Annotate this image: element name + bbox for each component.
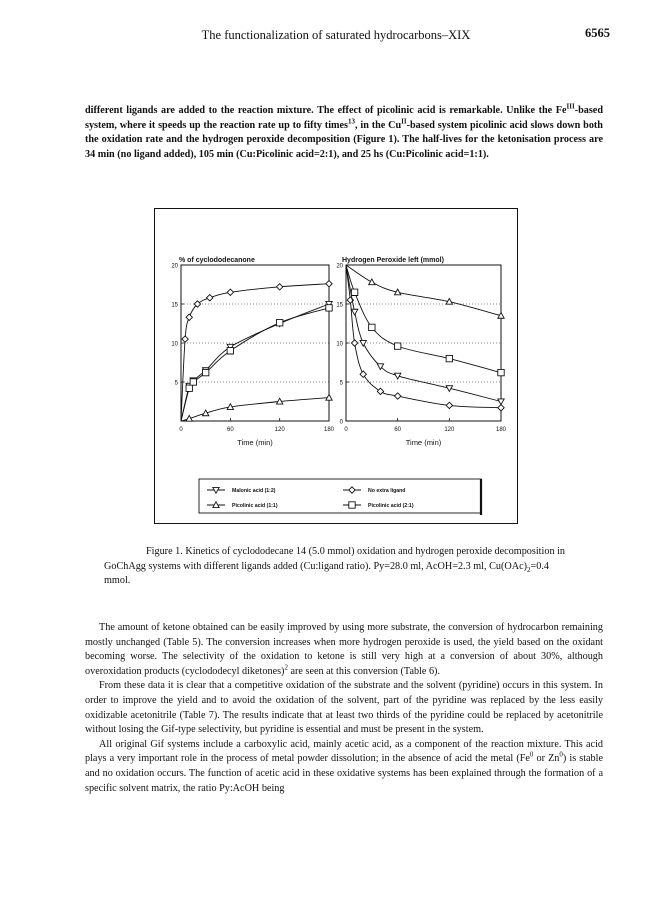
ketone-data-point xyxy=(202,369,208,375)
peroxide-series-line-1 xyxy=(346,265,501,402)
paragraph-gif-systems xyxy=(85,738,603,796)
hydrogen-peroxide-plot xyxy=(336,257,506,447)
ketone-data-point xyxy=(227,289,233,295)
ketone-data-point xyxy=(276,284,282,290)
ketone-data-point xyxy=(326,305,332,311)
ketone-xtick-label: 0 xyxy=(179,427,183,433)
peroxide-data-point xyxy=(369,324,375,330)
peroxide-ytick-label: 20 xyxy=(336,263,343,270)
ketone-data-point xyxy=(186,385,192,391)
legend-label: Picolinic acid (2:1) xyxy=(368,503,414,510)
ketone-data-point xyxy=(276,320,282,326)
ketone-data-point xyxy=(186,314,192,320)
peroxide-ytick-label: 5 xyxy=(339,380,343,387)
ketone-plot-frame xyxy=(181,265,329,421)
ketone-ytick-label: 15 xyxy=(171,302,178,309)
peroxide-data-point xyxy=(394,343,400,349)
legend-label: Picolinic acid (1:1) xyxy=(232,503,278,510)
legend-label: Malonic acid (1:2) xyxy=(232,488,276,495)
ketone-series-line-0 xyxy=(181,284,329,421)
ketone-ytick-label: 5 xyxy=(174,380,178,387)
para1-text-1: different ligands are added to the reaction mixture. The effect of picolinic acid is remarkable. Unlike the Fe xyxy=(85,105,567,116)
para1-sup-1: III xyxy=(566,102,575,111)
peroxide-data-point xyxy=(498,399,504,405)
para3-sup-2: 0 xyxy=(559,750,563,759)
peroxide-ytick-label: 0 xyxy=(339,419,343,426)
running-title: The functionalization of saturated hydrocarbons–XIX xyxy=(201,28,471,42)
para1-text-4: -based system picolinic acid slows down both the oxidation rate and the hydrogen peroxide decomposition (Figure 1). The half-lives for the ketonisation process are 34 min (no ligand added), 105 min (Cu:Picolinic acid=2:1), and 25 hs (Cu:Picolinic acid=1:1). xyxy=(85,119,603,160)
peroxide-data-point xyxy=(446,355,452,361)
para2-text-1-end: are seen at this conversion (Table 6). xyxy=(287,665,440,677)
peroxide-ytick-label: 10 xyxy=(336,341,343,348)
ketone-series-line-3 xyxy=(181,398,329,421)
para3-text-c: ) is stable and no oxidation occurs. The function of acetic acid in these oxidative systems has been explained through the formation of a specific solvent matrix, the ratio Py:AcOH being xyxy=(85,753,603,794)
peroxide-data-point xyxy=(351,289,357,295)
para1-sup-3: II xyxy=(401,117,407,126)
figure-1 xyxy=(154,208,518,524)
discussion-text xyxy=(85,621,603,796)
legend-marker xyxy=(349,502,355,508)
ketone-ytick-label: 10 xyxy=(171,341,178,348)
ketone-data-point xyxy=(182,336,188,342)
peroxide-data-point xyxy=(351,340,357,346)
peroxide-data-point xyxy=(369,279,375,285)
ketone-xaxis-label: Time (min) xyxy=(237,438,273,447)
peroxide-series-line-0 xyxy=(346,265,501,408)
caption-text-1: Figure 1. Kinetics of cyclododecane 14 (5.0 mmol) oxidation and hydrogen peroxide decomposition in GoChAgg systems with different ligands added (Cu:ligand ratio). Py=28.0 ml, AcOH=2.3 ml, Cu(OAc) xyxy=(104,546,566,572)
peroxide-plot-frame xyxy=(346,265,501,421)
para3-text-a: All original Gif systems include a carboxylic acid, mainly acetic acid, as a component of the reaction mixture. This acid plays a very important role in the process of metal powder dissolution; in the absence of acid the metal (Fe xyxy=(85,738,603,765)
legend-label: No extra ligand xyxy=(368,488,406,495)
ketone-data-point xyxy=(326,281,332,287)
para3-text-b: or Zn xyxy=(533,753,560,765)
peroxide-xaxis-label: Time (min) xyxy=(405,438,442,447)
ketone-xtick-label: 120 xyxy=(274,427,285,433)
ketone-ytick-label: 20 xyxy=(171,263,178,270)
figure-caption xyxy=(104,545,574,589)
ketone-data-point xyxy=(190,379,196,385)
peroxide-data-point xyxy=(351,309,357,315)
para3-sup-1: 0 xyxy=(529,750,534,759)
peroxide-xtick-label: 60 xyxy=(394,427,402,433)
peroxide-xtick-label: 180 xyxy=(495,427,507,433)
paragraph-solvent-oxidation: From these data it is clear that a competitive oxidation of the substrate and the solvent (pyridine) occurs in this system. In order to improve the yield and to avoid the oxidation of the solvent, part of the pyridine was replaced by the less easily oxidizable acetonitrile (Table 7). The results indicate that at least two thirds of the pyridine could be replaced by acetonitrile without losing the Gif-type selectivity, but pyridine is essential and must be present in the system. xyxy=(85,680,603,736)
peroxide-data-point xyxy=(446,402,452,408)
para1-text-3: , in the Cu xyxy=(355,119,402,131)
peroxide-series-line-3 xyxy=(346,265,501,316)
kinetics-figure xyxy=(155,209,517,523)
para2-sup-1: 2 xyxy=(284,663,288,672)
peroxide-ytick-label: 15 xyxy=(336,302,343,309)
ketone-xtick-label: 60 xyxy=(226,427,234,433)
paragraph-ketone-amount xyxy=(85,621,603,679)
peroxide-data-point xyxy=(498,369,504,375)
peroxide-data-point xyxy=(394,393,400,399)
page-number: 6565 xyxy=(585,26,610,40)
cyclododecanone-plot xyxy=(171,257,334,447)
ketone-series-line-1 xyxy=(181,304,329,421)
para1-text-2: -based system, where it speeds up the reaction rate up to fifty times xyxy=(85,105,603,131)
ketone-data-point xyxy=(227,348,233,354)
peroxide-xtick-label: 120 xyxy=(444,427,455,433)
caption-text-2: =0.4 mmol. xyxy=(104,560,549,587)
peroxide-data-point xyxy=(377,388,383,394)
caption-sub: 2 xyxy=(527,565,531,574)
peroxide-xtick-label: 0 xyxy=(344,427,348,433)
para1-sup-2: 13 xyxy=(348,117,355,126)
ketone-data-point xyxy=(207,295,213,301)
ketone-plot-title: % of cyclododecanone xyxy=(179,257,255,264)
paragraph-ligand-effect xyxy=(85,104,603,162)
ketone-data-point xyxy=(326,394,332,400)
peroxide-plot-title: Hydrogen Peroxide left (mmol) xyxy=(342,257,444,264)
peroxide-data-point xyxy=(360,371,366,377)
para2-text-1: The amount of ketone obtained can be easily improved by using more substrate, the conversion of hydrocarbon remaining mostly unchanged (Table 5). The conversion increases when more hydrogen peroxide is used, the yield based on the oxidant becoming worse. The selectivity of the oxidation to ketone is still very high at a conversion of about 30%, although overoxidation products (cyclododecyl diketones) xyxy=(85,622,603,677)
peroxide-data-point xyxy=(360,340,366,346)
figure-legend xyxy=(199,479,481,515)
ketone-xtick-label: 180 xyxy=(323,427,335,433)
